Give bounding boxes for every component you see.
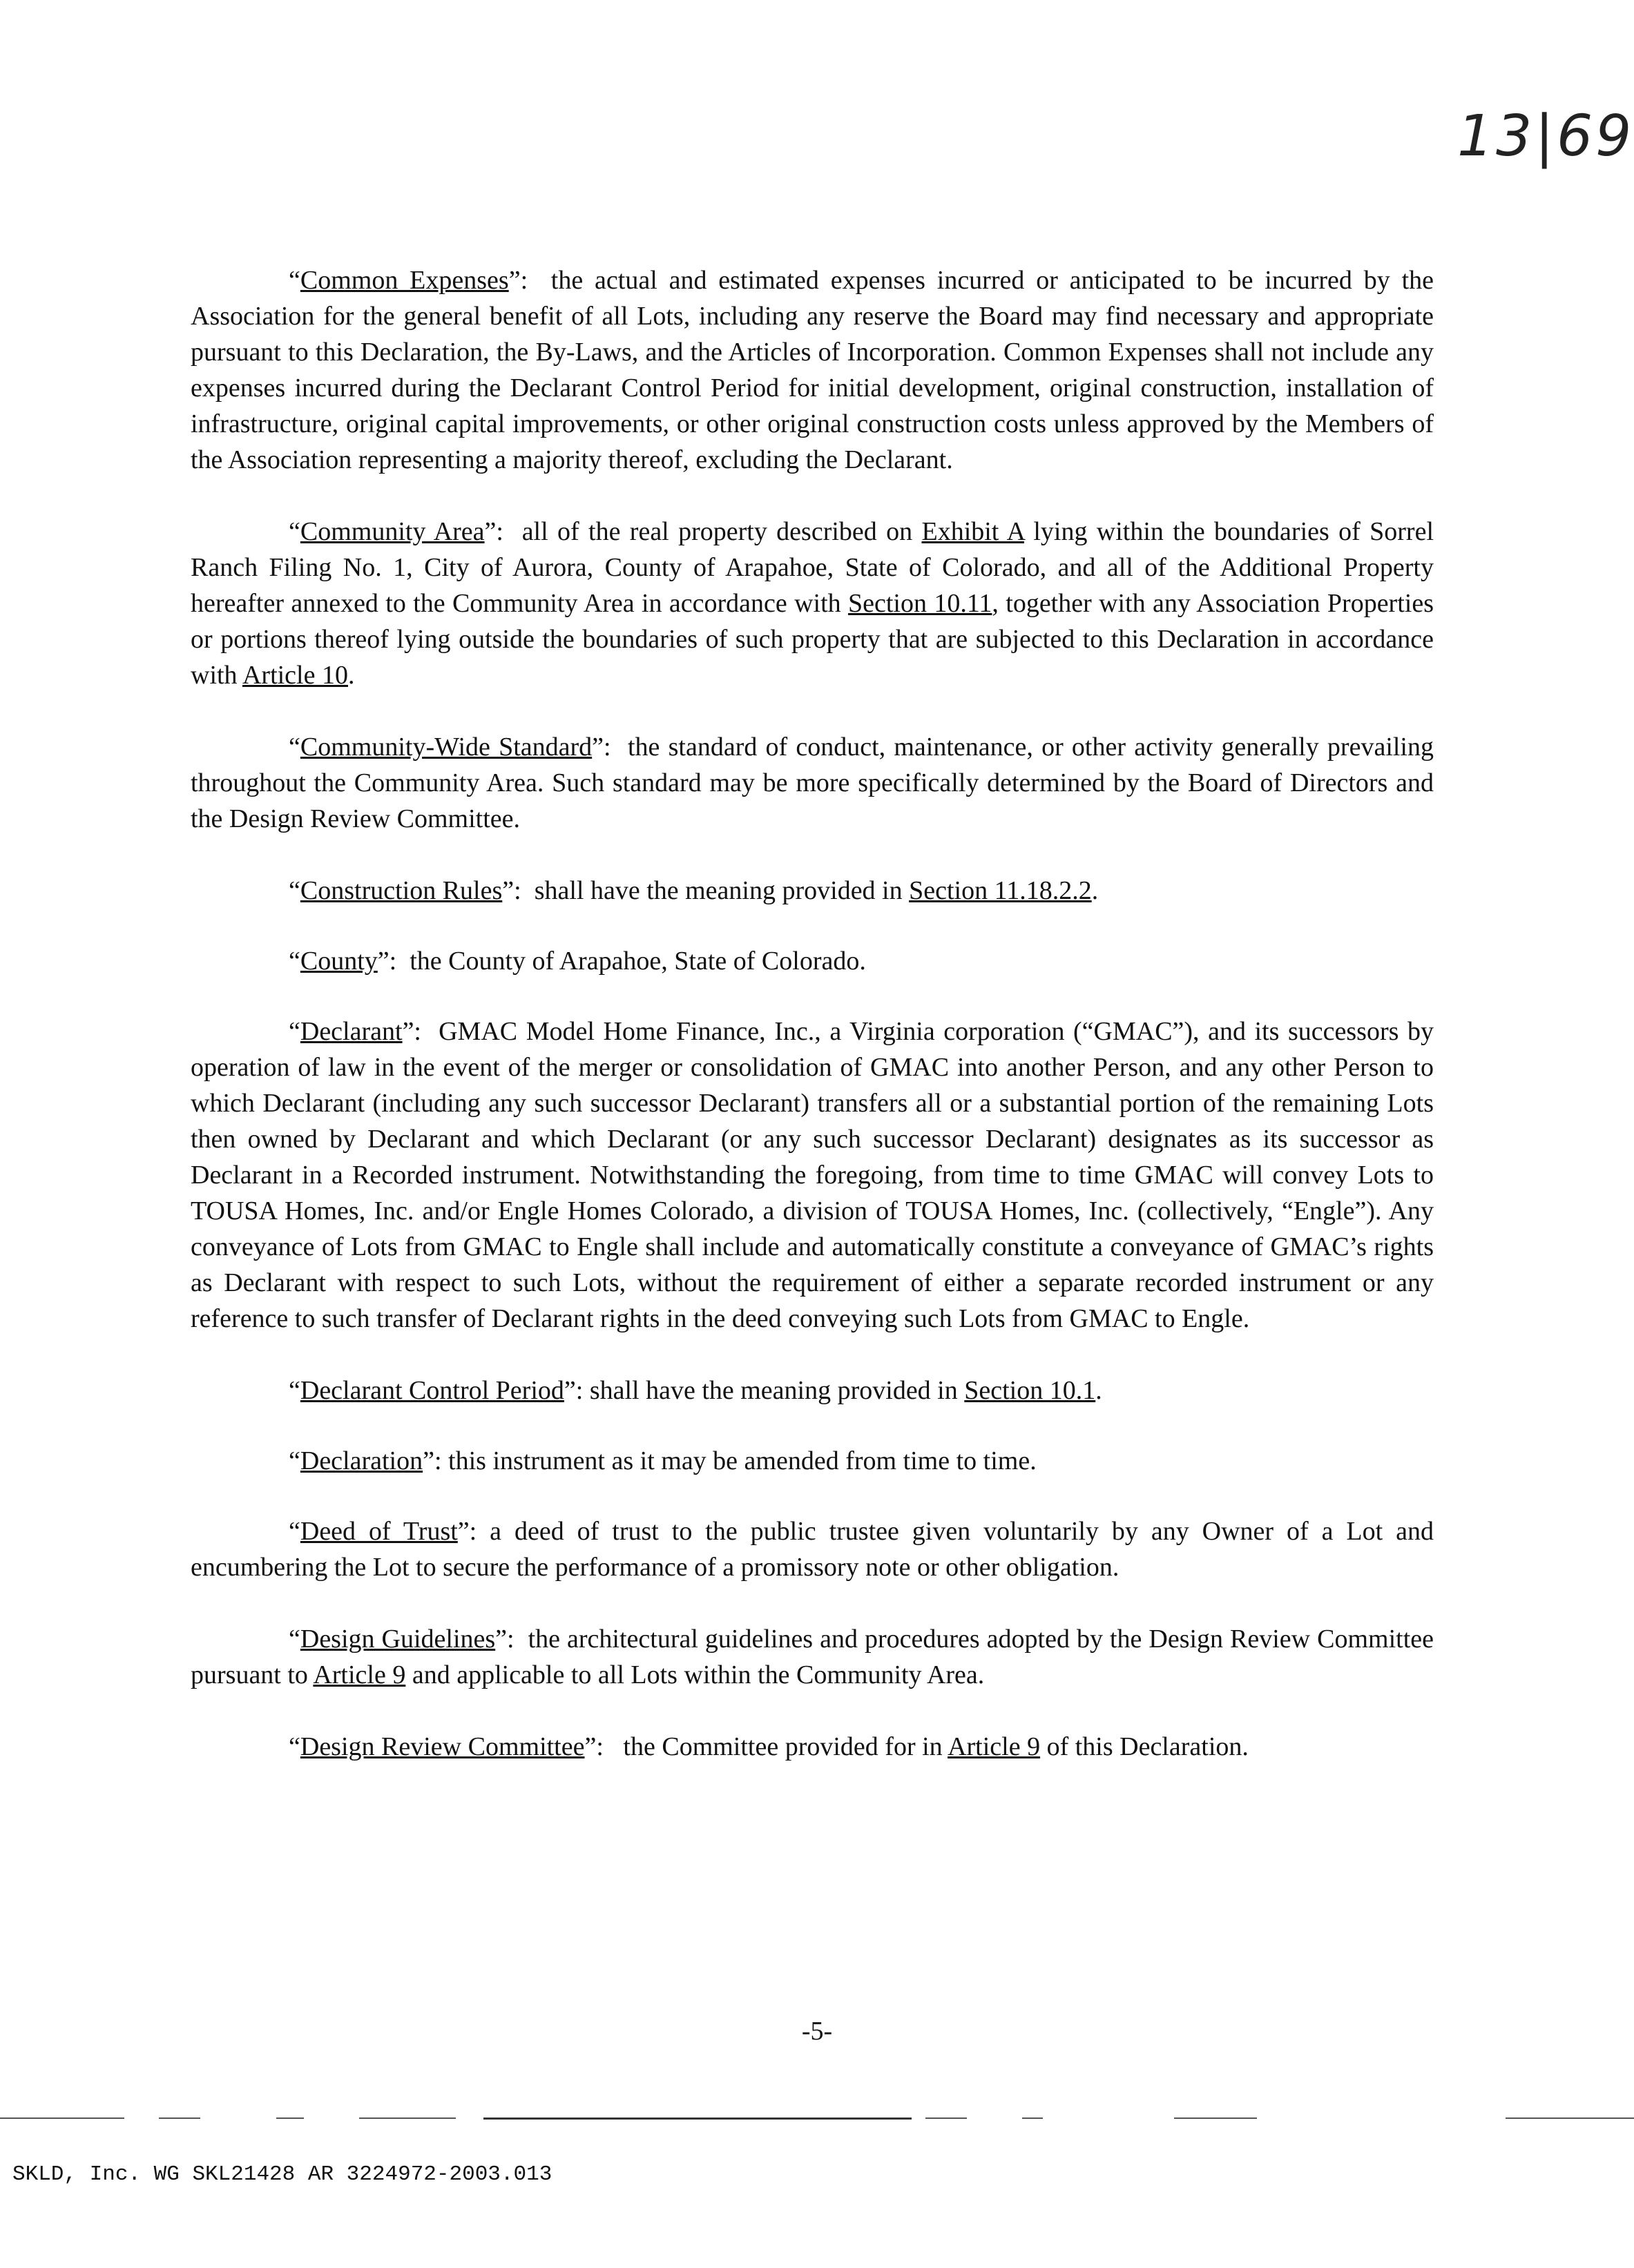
defined-term: Community Area: [300, 517, 485, 546]
section-reference: Section 10.1: [964, 1376, 1096, 1405]
defined-term: Community-Wide Standard: [300, 733, 593, 762]
definition-text: shall have the meaning provided in: [589, 1376, 965, 1405]
article-reference: Article 9: [313, 1660, 406, 1689]
section-reference: Section 10.11: [847, 589, 992, 618]
defined-term: Design Guidelines: [300, 1625, 496, 1654]
definition-text: and applicable to all Lots within the Community Area.: [405, 1660, 985, 1689]
handwritten-page-number: 13|69: [1457, 104, 1634, 169]
defined-term: County: [300, 947, 378, 976]
definition-text: .: [1095, 1376, 1102, 1405]
definition-text: .: [347, 661, 355, 690]
definition-declarant-control-period: “Declarant Control Period”: shall have the meaning provided in Section 10.1.: [289, 1376, 1102, 1405]
article-reference: Article 9: [948, 1732, 1041, 1761]
definition-text: the Committee provided for in: [623, 1732, 948, 1761]
defined-term: Declarant: [300, 1017, 403, 1046]
definition-text: the standard of conduct, maintenance, or other activity generally prevailing throughout the Community Area. Such standard may be more specifically determined by the Board of Directors and the Design Review Committee.: [191, 733, 1434, 833]
definitions-section: [191, 262, 1434, 1801]
section-reference: Section 11.18.2.2: [909, 876, 1092, 905]
defined-term: Deed of Trust: [300, 1517, 458, 1546]
definition-text: all of the real property described on: [521, 517, 922, 546]
definition-text: lying within the boundaries of Sorrel Ranch Filing No. 1, City of Aurora, County of Arapahoe, State of Colorado, and all of the Additional Property hereafter annexed to the Community Area in accordance with: [191, 517, 1434, 618]
page-number: -5-: [801, 2017, 833, 2046]
article-reference: Article 10: [242, 661, 348, 690]
defined-term: Declarant Control Period: [300, 1376, 564, 1405]
defined-term: Common Expenses: [300, 266, 509, 295]
exhibit-reference: Exhibit A: [921, 517, 1024, 546]
definition-text: shall have the meaning provided in: [534, 876, 910, 905]
definition-text: the actual and estimated expenses incurred or anticipated to be incurred by the Association for the general benefit of all Lots, including any reserve the Board may find necessary and appropriate pursuant to this Declaration, the By-Laws, and the Articles of Incorporation. Common Expenses shall not include any expenses incurred during the Declarant Control Period for initial development, original construction, installation of infrastructure, original capital improvements, or other original construction costs unless approved by the Members of the Association representing a majority thereof, excluding the Declarant.: [191, 266, 1434, 474]
definition-text: this instrument as it may be amended from time to time.: [448, 1446, 1037, 1475]
definition-text: of this Declaration.: [1040, 1732, 1249, 1761]
definition-text: GMAC Model Home Finance, Inc., a Virginia corporation (“GMAC”), and its successors by operation of law in the event of the merger or consolidation of GMAC into another Person, and any other Person to which Declarant (including any such successor Declarant) transfers all or a substantial portion of the remaining Lots then owned by Declarant and which Declarant (or any such successor Declarant) designates as its successor as Declarant in a Recorded instrument. Notwithstanding the foregoing, from time to time GMAC will convey Lots to TOUSA Homes, Inc. and/or Engle Homes Colorado, a division of TOUSA Homes, Inc. (collectively, “Engle”). Any conveyance of Lots from GMAC to Engle shall include and automatically constitute a conveyance of GMAC’s rights as Declarant with respect to such Lots, without the requirement of either a separate recorded instrument or any reference to such transfer of Declarant rights in the deed conveying such Lots from GMAC to Engle.: [191, 1017, 1434, 1333]
definition-common-expenses: “Common Expenses”: the actual and estimated expenses incurred or anticipated to be incurred by the Association for the general benefit of all Lots, including any reserve the Board may find necessary and appropriate pursuant to this Declaration, the By-Laws, and the Articles of Incorporation. Common Expenses shall not include any expenses incurred during the Declarant Control Period for initial development, original construction, installation of infrastructure, original capital improvements, or other original construction costs unless approved by the Members of the Association representing a majority thereof, excluding the Declarant.: [191, 266, 1434, 474]
definition-construction-rules: “Construction Rules”: shall have the meaning provided in Section 11.18.2.2.: [289, 876, 1099, 905]
definition-county: “County”: the County of Arapahoe, State of Colorado.: [289, 947, 866, 976]
definition-community-wide-standard: “Community-Wide Standard”: the standard of conduct, maintenance, or other activity generally prevailing throughout the Community Area. Such standard may be more specifically determined by the Board of Directors and the Design Review Committee.: [191, 733, 1434, 833]
definition-text: a deed of trust to the public trustee given voluntarily by any Owner of a Lot and encumbering the Lot to secure the performance of a promissory note or other obligation.: [191, 1517, 1434, 1582]
definition-design-review-committee: “Design Review Committee”: the Committee provided for in Article 9 of this Declaration.: [289, 1732, 1249, 1761]
defined-term: Design Review Committee: [300, 1732, 585, 1761]
definition-text: .: [1091, 876, 1099, 905]
definition-deed-of-trust: “Deed of Trust”: a deed of trust to the public trustee given voluntarily by any Owner of a Lot and encumbering the Lot to secure the performance of a promissory note or other obligation.: [191, 1517, 1434, 1582]
source-stamp: SKLD, Inc. WG SKL21428 AR 3224972-2003.013: [12, 2162, 552, 2187]
definition-declarant: “Declarant”: GMAC Model Home Finance, Inc., a Virginia corporation (“GMAC”), and its successors by operation of law in the event of the merger or consolidation of GMAC into another Person, and any other Person to which Declarant (including any such successor Declarant) transfers all or a substantial portion of the remaining Lots then owned by Declarant and which Declarant (or any such successor Declarant) designates as its successor as Declarant in a Recorded instrument. Notwithstanding the foregoing, from time to time GMAC will convey Lots to TOUSA Homes, Inc. and/or Engle Homes Colorado, a division of TOUSA Homes, Inc. (collectively, “Engle”). Any conveyance of Lots from GMAC to Engle shall include and automatically constitute a conveyance of GMAC’s rights as Declarant with respect to such Lots, without the requirement of either a separate recorded instrument or any reference to such transfer of Declarant rights in the deed conveying such Lots from GMAC to Engle.: [191, 1017, 1434, 1333]
scan-artifact-line: [0, 2116, 1634, 2122]
defined-term: Construction Rules: [300, 876, 503, 905]
definition-design-guidelines: “Design Guidelines”: the architectural guidelines and procedures adopted by the Design Review Committee pursuant to Article 9 and applicable to all Lots within the Community Area.: [191, 1625, 1434, 1689]
definition-declaration: “Declaration”: this instrument as it may be amended from time to time.: [289, 1446, 1037, 1475]
definition-text: the architectural guidelines and procedures adopted by the Design Review Committee pursuant to: [191, 1625, 1434, 1689]
definition-text: the County of Arapahoe, State of Colorado.: [410, 947, 866, 976]
definition-text: , together with any Association Properties or portions thereof lying outside the boundaries of such property that are subjected to this Declaration in accordance with: [191, 589, 1434, 690]
definition-community-area: “Community Area”: all of the real property described on Exhibit A lying within the boundaries of Sorrel Ranch Filing No. 1, City of Aurora, County of Arapahoe, State of Colorado, and all of the Additional Property hereafter annexed to the Community Area in accordance with Section 10.11, together with any Association Properties or portions thereof lying outside the boundaries of such property that are subjected to this Declaration in accordance with Article 10.: [191, 517, 1434, 690]
defined-term: Declaration: [300, 1446, 423, 1475]
